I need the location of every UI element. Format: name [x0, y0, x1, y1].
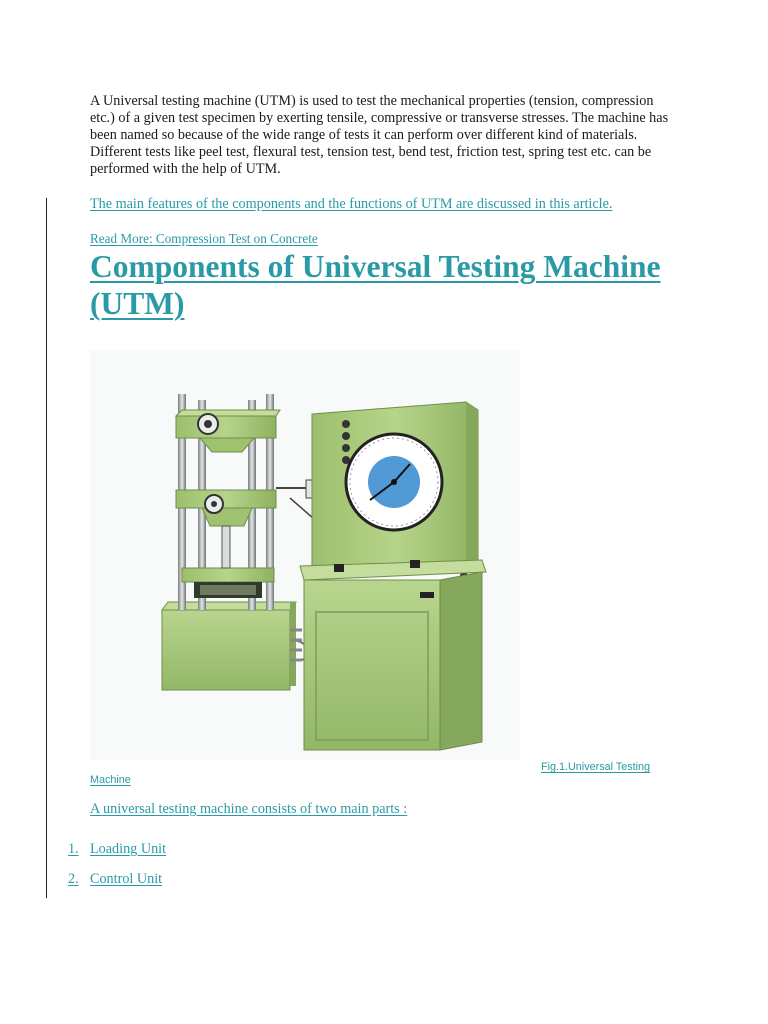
- figure-caption[interactable]: Fig.1.Universal Testing: [541, 761, 651, 773]
- left-margin-rule: [46, 198, 47, 898]
- list-item[interactable]: [68, 841, 166, 871]
- list-item-label[interactable]: Loading Unit: [90, 841, 167, 857]
- page-title-line1: Components of Universal Testing Machine: [90, 249, 661, 284]
- figure-caption-continued[interactable]: Machine: [90, 774, 131, 786]
- parts-list: [68, 841, 166, 901]
- main-features-link[interactable]: The main features of the components and the functions of UTM are discussed in this article.: [90, 196, 613, 212]
- utm-machine-image: [90, 340, 520, 770]
- list-item[interactable]: [68, 871, 166, 901]
- page-title[interactable]: [90, 248, 710, 322]
- list-item-number: 1.: [68, 841, 79, 857]
- list-item-number: 2.: [68, 871, 79, 887]
- list-item-label[interactable]: Control Unit: [90, 871, 163, 887]
- parts-intro-link[interactable]: A universal testing machine consists of two main parts :: [90, 801, 408, 817]
- page-title-line2: (UTM): [90, 286, 185, 321]
- read-more-link[interactable]: Read More: Compression Test on Concrete: [90, 231, 318, 246]
- intro-paragraph: A Universal testing machine (UTM) is used to test the mechanical properties (tension, compression etc.) of a given test specimen by exerting tensile, compressive or transverse stresses. The machine has been named so because of the wide range of tests it can perform over different kind of materials. Different tests like peel test, flexural test, tension test, bend test, friction test, spring test etc. can be performed with the help of UTM.: [90, 93, 669, 177]
